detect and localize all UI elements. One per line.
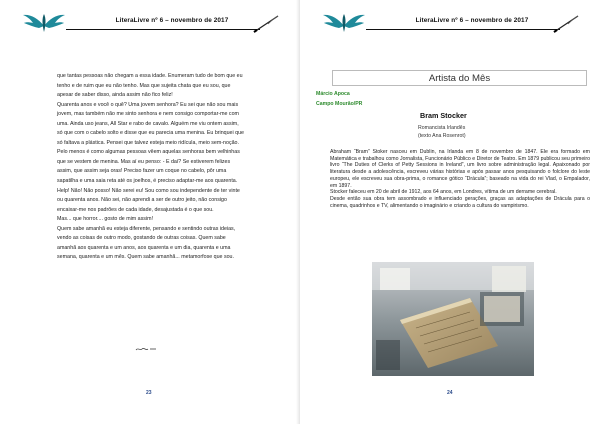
left-body-text	[57, 72, 269, 263]
text-line: uma. Ainda uso jeans, All Star e rabo de cavalo. Alguém me viu ontem assim,	[57, 120, 239, 127]
header-divider	[366, 29, 560, 30]
text-line: tenho e de ruim que eu não tenho. Mas que sujeita chata que eu sou, que	[57, 82, 231, 89]
quill-pen-icon	[552, 14, 580, 34]
text-line: sapatilha e uma saia reta até os joelhos, é preciso adaptar-me aos quarenta.	[57, 178, 238, 185]
quill-pen-icon	[252, 14, 280, 34]
text-line: jovem, mas também não me sinto senhora e nem consigo comportar-me com	[57, 111, 239, 118]
text-line: apesar de saber disso, ainda assim não fico feliz!	[57, 92, 173, 99]
winged-logo-icon	[322, 6, 366, 36]
text-line: só faltava a plástica. Pensei que talvez esteja meio ridícula, meio sem-noção.	[57, 139, 239, 146]
text-line: ou quarenta anos. Não sei, não aprendi a ser de outro jeito, não consigo	[57, 197, 227, 204]
header-title: LiteraLivre nº 6 – novembro de 2017	[415, 17, 529, 24]
page-number: 24	[447, 390, 453, 396]
author-name: Márcio Apoca	[316, 91, 350, 97]
text-line: Mas... que horror.... gosto de mim assim!	[57, 216, 153, 223]
text-line: só que com o cabelo solto e disse que eu parecia uma menina. Eu brinquei que	[57, 130, 244, 137]
bio-paragraph: Abraham “Bram” Stoker nasceu em Dublin, na Irlanda em 8 de novembro de 1847. Ele era formado em Matemática e trabalhou como Jornalista, Funcionário Público e Diretor de Teatro. Em 1879 publicou seu primeiro livro “The Duties of Clerks of Petty Sessions in Ireland”, um livro sobre administração legal. Apaixonado por literatura desde a adolescência, escreveu várias histórias e após passar anos pesquisando o folclore do leste europeu, ele escreveu sua obra-prima, o romance gótico “Drácula”; baseado na vida do rei Vlad, o Empalador, em 1897.	[330, 149, 590, 189]
text-line: Quarenta anos e você o quê? Uma jovem senhora? Eu sei que não sou mais	[57, 101, 239, 108]
text-line: Pelo menos é como algumas pessoas vêem aquelas senhoras bem velhinhas	[57, 149, 240, 156]
subject-name: Bram Stocker	[420, 111, 467, 120]
header-divider	[66, 29, 260, 30]
text-line: Quem sabe amanhã eu esteja diferente, pensando e sentindo outras ideias,	[57, 225, 236, 232]
signature-ornament-icon	[135, 345, 157, 353]
author-location: Campo Mourão/PR	[316, 101, 363, 107]
bio-paragraph: Stocker faleceu em 20 de abril de 1912, aos 64 anos, em Londres, vítima de um derrame cerebral.	[330, 189, 557, 196]
text-line: amanhã aos quarenta e um anos, aos quarenta e um dia, quarenta e uma	[57, 244, 231, 251]
right-header	[322, 6, 584, 40]
text-line: que tantas pessoas não chegam a essa idade. Enumeram tudo de bom que eu	[57, 73, 243, 79]
left-header	[22, 6, 284, 40]
text-line: que se vestem de menina. Mas aí eu penso: - E daí? Se estiverem felizes	[57, 158, 231, 165]
page-number: 23	[146, 390, 152, 396]
text-line: Help! Não! Não posso! Não serei eu! Sou como sou independente de ter vinte	[57, 187, 240, 194]
bio-paragraph: Desde então sua obra tem assombrado e influenciado gerações, graças as adaptações de Drácula para o cinema, quadrinhos e TV, alimentando o imaginário e criando a cultura do vampirismo.	[330, 195, 590, 209]
winged-logo-icon	[22, 6, 66, 36]
text-line: encaixar-me nos padrões de cada idade, desajustada é o que sou.	[57, 206, 214, 213]
manuscript-photo	[372, 262, 534, 376]
header-title: LiteraLivre nº 6 – novembro de 2017	[115, 17, 229, 24]
right-page	[300, 0, 600, 424]
text-line: assim, que assim seja oras! Preciso fazer um coque no cabelo, pôr uma	[57, 168, 227, 175]
text-line: vendo as coisas de outro modo, gostando de outras coisas. Quem sabe	[57, 235, 226, 242]
subject-credit: (texto Ana Rosenrot)	[418, 133, 466, 139]
biography-text	[330, 149, 590, 209]
subject-subtitle: Romancista Irlandês	[418, 125, 466, 131]
text-line: semana, quarenta e um mês. Quem sabe amanhã... metamorfose que sou.	[57, 254, 234, 261]
section-title: Artista do Mês	[428, 73, 491, 84]
